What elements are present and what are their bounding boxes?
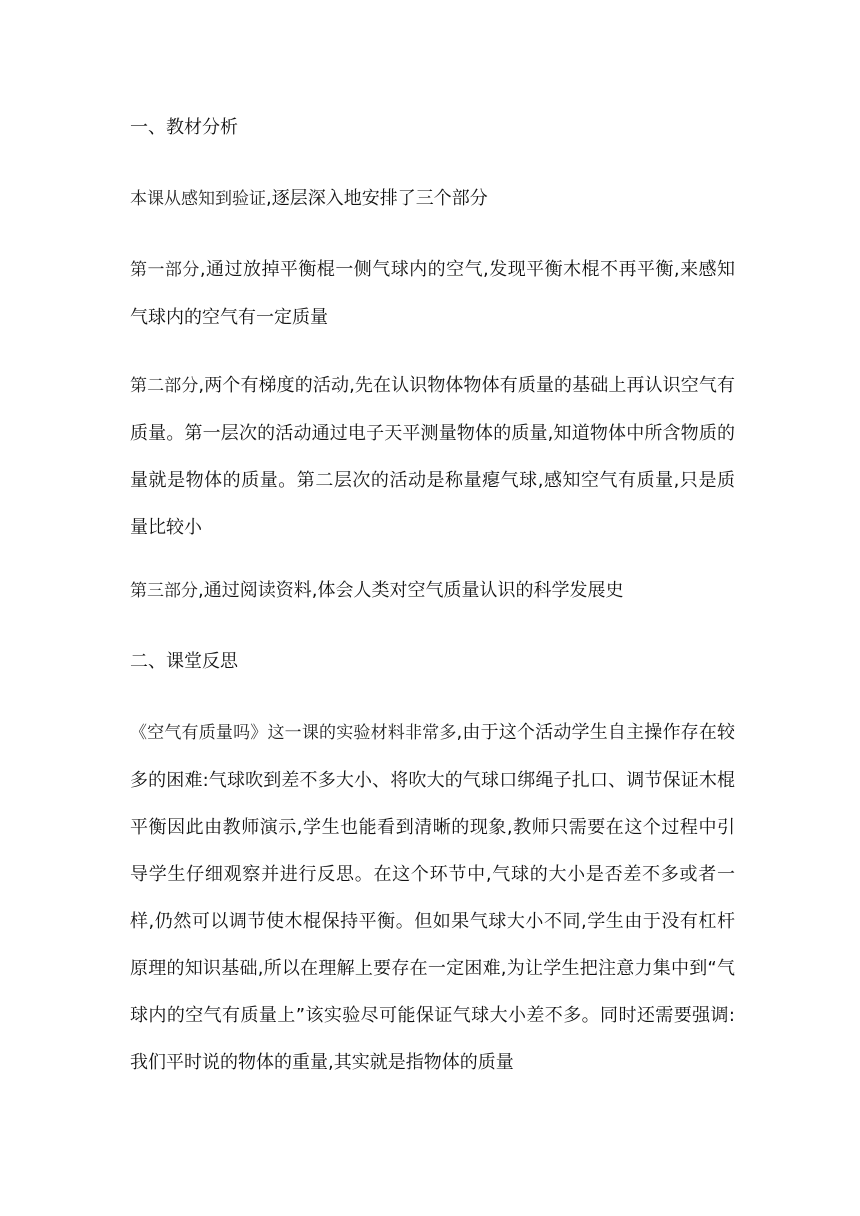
part-three-paragraph bbox=[130, 577, 735, 605]
intro-rest: ,逐层深入地安排了三个部分 bbox=[266, 188, 488, 209]
part-two-paragraph bbox=[130, 362, 735, 551]
reflection-text: ,由于这个活动学生自主操作存在较多的困难:气球吹到差不多大小、将吹大的气球口绑绳子扎口、调节保证木棍平衡因此由教师演示,学生也能看到清晰的现象,教师只需要在这个过程中引导学生仔细观察并进行反思。在这个环节中,气球的大小是否差不多或者一样,仍然可以调节使木棍保持平衡。但如果气球大小不同,学生由于没有杠杆原理的知识基础,所以在理解上要存在一定困难,为让学生把注意力集中到“气球内的空气有质量上”该实验尽可能保证气球大小差不多。同时还需要强调:我们平时说的物体的重量,其实就是指物体的质量 bbox=[130, 722, 735, 1073]
section-heading-material-analysis: 一、教材分析 bbox=[130, 117, 238, 138]
part-one-lead: 第一部分 bbox=[130, 260, 200, 280]
part-three-lead: 第三部分 bbox=[130, 581, 198, 601]
part-one-paragraph bbox=[130, 246, 735, 341]
intro-paragraph bbox=[130, 185, 735, 213]
part-two-text: ,两个有梯度的活动,先在认识物体物体有质量的基础上再认识空气有质量。第一层次的活动通过电子天平测量物体的质量,知道物体中所含物质的量就是物体的质量。第二层次的活动是称量瘪气球,感知空气有质量,只是质量比较小 bbox=[130, 375, 735, 538]
part-three-text: ,通过阅读资料,体会人类对空气质量认识的科学发展史 bbox=[198, 580, 624, 601]
section-heading-class-reflection: 二、课堂反思 bbox=[130, 651, 238, 672]
intro-lead: 本课从感知到验证 bbox=[130, 189, 266, 209]
reflection-paragraph bbox=[130, 709, 735, 1086]
reflection-lead: 《空气有质量吗》这一课的实验材料非常多 bbox=[130, 723, 457, 743]
part-one-text: ,通过放掉平衡棍一侧气球内的空气,发现平衡木棍不再平衡,来感知气球内的空气有一定质量 bbox=[130, 259, 736, 328]
part-two-lead: 第二部分 bbox=[130, 376, 199, 396]
